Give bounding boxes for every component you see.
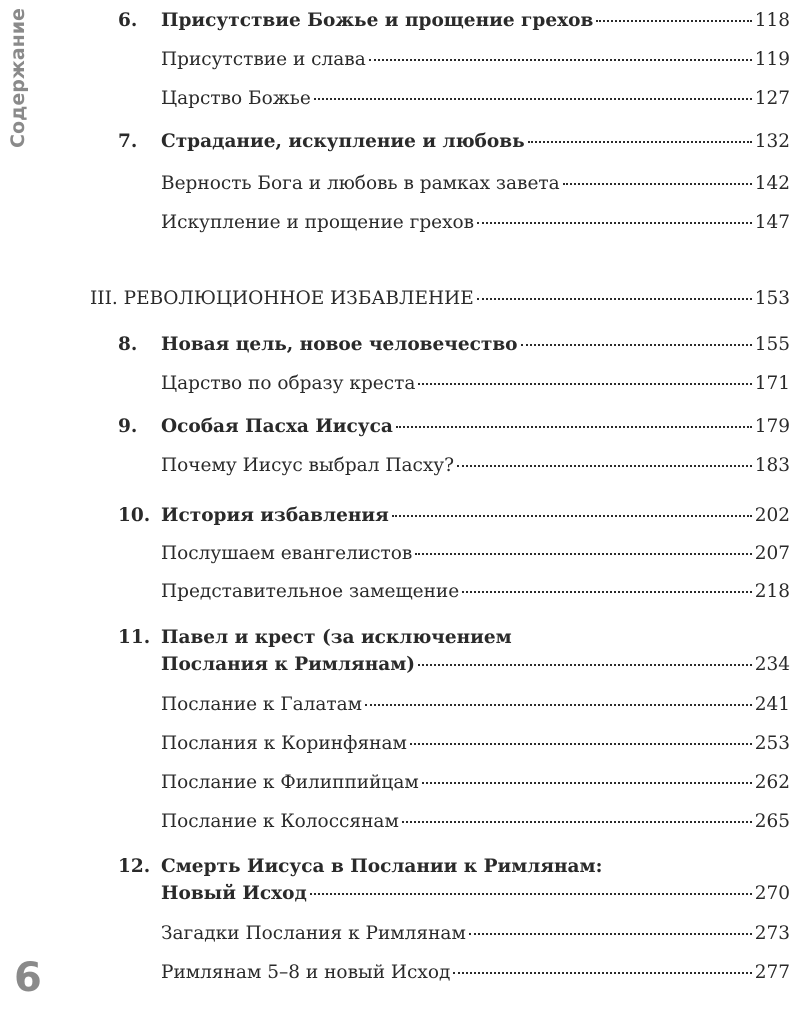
- toc-title: Искупление и прощение грехов: [161, 212, 475, 233]
- toc-title: Римлянам 5–8 и новый Исход: [161, 962, 451, 983]
- toc-title: Послания к Римлянам): [161, 654, 416, 675]
- toc-page: 183: [754, 455, 790, 476]
- toc-chapter-entry[interactable]: [161, 131, 790, 153]
- toc-page: 153: [754, 288, 790, 309]
- toc-chapter-entry[interactable]: [161, 505, 790, 527]
- toc-section-entry[interactable]: [161, 923, 790, 945]
- dot-leader: [402, 821, 752, 823]
- toc-section-entry[interactable]: [161, 543, 790, 565]
- toc-page: 202: [754, 505, 790, 526]
- toc-chapter-entry[interactable]: [161, 416, 790, 438]
- toc-chapter-entry[interactable]: [161, 883, 790, 905]
- dot-leader: [457, 465, 752, 467]
- toc-title: Новая цель, новое человечество: [161, 334, 518, 355]
- running-header-vertical: [2, 8, 34, 148]
- dot-leader: [369, 59, 752, 61]
- toc-page: 155: [754, 334, 790, 355]
- dot-leader: [521, 344, 752, 346]
- dot-leader: [596, 20, 751, 22]
- toc-title: Новый Исход: [161, 883, 307, 904]
- dot-leader: [563, 183, 752, 185]
- dot-leader: [410, 743, 752, 745]
- dot-leader: [314, 98, 752, 100]
- chapter-number: 8.: [118, 334, 138, 355]
- dot-leader: [477, 222, 752, 224]
- chapter-number: 6.: [118, 10, 138, 31]
- toc-page: 207: [754, 543, 790, 564]
- toc-section-entry[interactable]: [161, 373, 790, 395]
- dot-leader: [462, 591, 751, 593]
- chapter-number: 10.: [118, 505, 151, 526]
- toc-page: 218: [754, 581, 790, 602]
- toc-title: Послания к Коринфянам: [161, 733, 407, 754]
- toc-page: 273: [754, 923, 790, 944]
- toc-title-line1: Павел и крест (за исключением: [161, 627, 512, 648]
- dot-leader: [365, 704, 752, 706]
- toc-chapter-entry[interactable]: [161, 334, 790, 356]
- toc-page: 270: [754, 883, 790, 904]
- toc-section-entry[interactable]: [161, 455, 790, 477]
- toc-title: Верность Бога и любовь в рамках завета: [161, 173, 560, 194]
- chapter-number: 11.: [118, 627, 151, 648]
- section-label: Содержание: [7, 8, 29, 148]
- toc-part-entry[interactable]: [90, 288, 790, 310]
- toc-page: 179: [754, 416, 790, 437]
- toc-section-entry[interactable]: [161, 962, 790, 984]
- toc-title: III. РЕВОЛЮЦИОННОЕ ИЗБАВЛЕНИЕ: [90, 288, 474, 309]
- chapter-number: 9.: [118, 416, 138, 437]
- dot-leader: [392, 515, 752, 517]
- toc-section-entry[interactable]: [161, 212, 790, 234]
- dot-leader: [418, 664, 752, 666]
- toc-title-line1: Смерть Иисуса в Послании к Римлянам:: [161, 856, 603, 877]
- dot-leader: [396, 426, 752, 428]
- toc-page: 132: [754, 131, 790, 152]
- dot-leader: [477, 298, 752, 300]
- dot-leader: [422, 782, 752, 784]
- chapter-number: 12.: [118, 856, 151, 877]
- toc-section-entry[interactable]: [161, 733, 790, 755]
- toc-page: 142: [754, 173, 790, 194]
- toc-section-entry[interactable]: [161, 49, 790, 71]
- toc-page: 147: [754, 212, 790, 233]
- toc-page: 127: [754, 88, 790, 109]
- toc-title: Послушаем евангелистов: [161, 543, 413, 564]
- toc-section-entry[interactable]: [161, 173, 790, 195]
- toc-page: 262: [754, 772, 790, 793]
- page-number: 6: [14, 955, 42, 1001]
- dot-leader: [453, 972, 751, 974]
- dot-leader: [469, 933, 752, 935]
- toc-page: 265: [754, 811, 790, 832]
- toc-page: 253: [754, 733, 790, 754]
- toc-title: Послание к Галатам: [161, 694, 363, 715]
- toc-title: Представительное замещение: [161, 581, 460, 602]
- toc-section-entry[interactable]: [161, 694, 790, 716]
- toc-section-entry[interactable]: [161, 88, 790, 110]
- toc-title: Почему Иисус выбрал Пасху?: [161, 455, 455, 476]
- toc-page: 171: [754, 373, 790, 394]
- toc-section-entry[interactable]: [161, 581, 790, 603]
- toc-title: Загадки Послания к Римлянам: [161, 923, 466, 944]
- dot-leader: [415, 553, 751, 555]
- toc-title: Присутствие Божье и прощение грехов: [161, 10, 594, 31]
- toc-section-entry[interactable]: [161, 772, 790, 794]
- toc-section-entry[interactable]: [161, 811, 790, 833]
- chapter-number: 7.: [118, 131, 138, 152]
- toc-title: Страдание, искупление и любовь: [161, 131, 525, 152]
- toc-title: История избавления: [161, 505, 389, 526]
- toc-chapter-entry[interactable]: [161, 654, 790, 676]
- toc-chapter-entry[interactable]: [161, 10, 790, 32]
- toc-title: Царство Божье: [161, 88, 311, 109]
- toc-page: 277: [754, 962, 790, 983]
- toc-page: 118: [754, 10, 790, 31]
- toc-title: Присутствие и слава: [161, 49, 366, 70]
- toc-title: Послание к Колоссянам: [161, 811, 399, 832]
- toc-page: 241: [754, 694, 790, 715]
- toc-page: 234: [754, 654, 790, 675]
- toc-title: Царство по образу креста: [161, 373, 416, 394]
- dot-leader: [310, 893, 752, 895]
- dot-leader: [528, 141, 752, 143]
- dot-leader: [418, 383, 751, 385]
- toc-title: Послание к Филиппийцам: [161, 772, 419, 793]
- toc-title: Особая Пасха Иисуса: [161, 416, 393, 437]
- toc-page: 119: [754, 49, 790, 70]
